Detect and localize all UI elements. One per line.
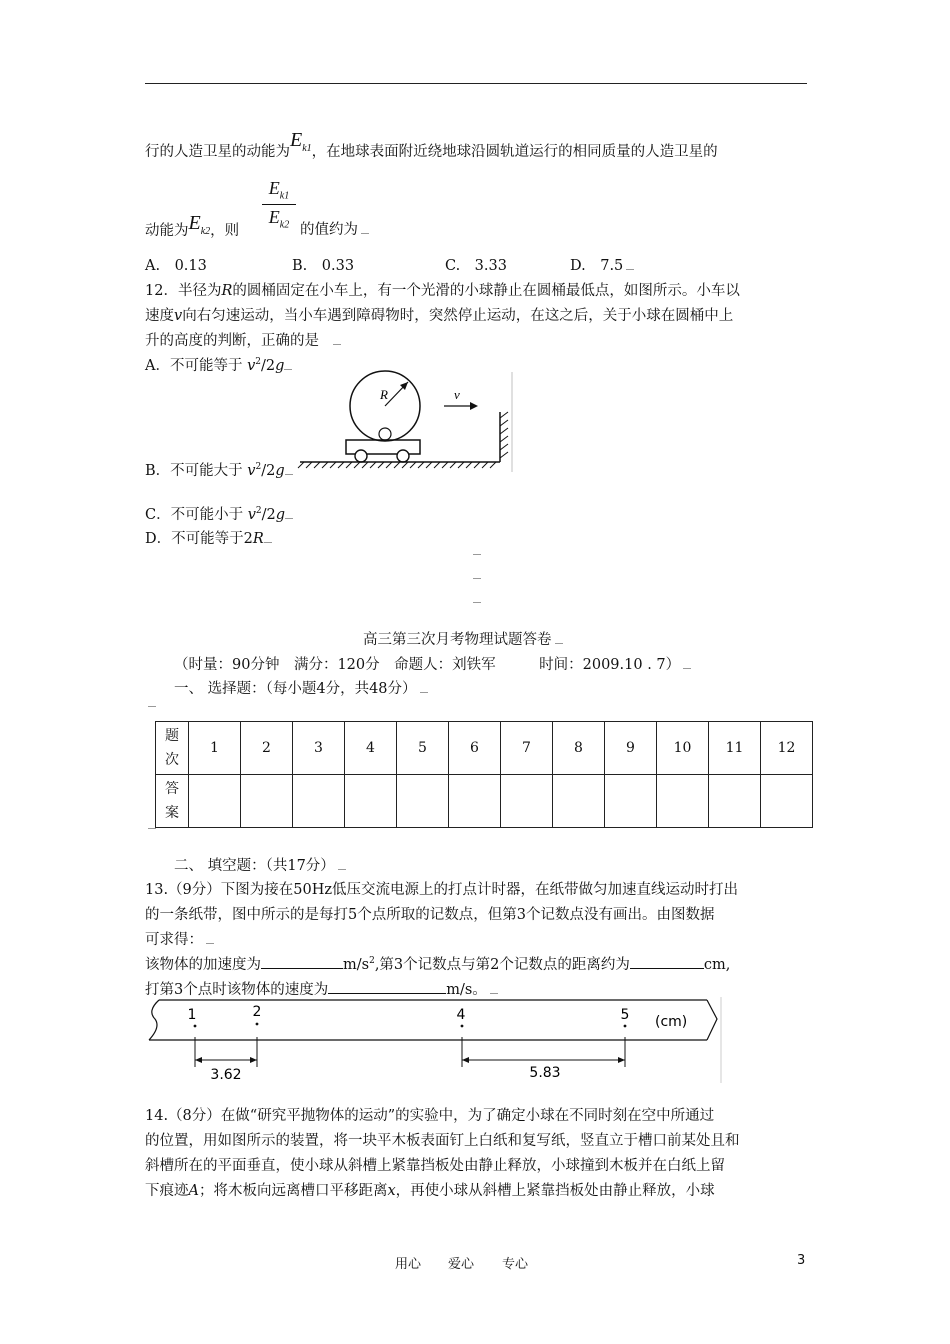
question-number-cell: 8: [553, 722, 605, 775]
question-number-cell: 10: [657, 722, 709, 775]
answer-cell[interactable]: [761, 775, 813, 828]
tape-dot: [624, 1025, 627, 1028]
tape-dot: [256, 1023, 259, 1026]
question-number-cell: 6: [449, 722, 501, 775]
header-rule: [145, 83, 807, 84]
q13-line1: 13.（9分）下图为接在50Hz低压交流电源上的打点计时器，在纸带做匀加速直线运动时打出: [145, 882, 739, 898]
q13-line5: 打第3个点时该物体的速度为 m/s。: [145, 978, 498, 999]
para-mark: [473, 548, 481, 555]
page-number: 3: [797, 1253, 806, 1268]
q14-line1: 14.（8分）在做“研究平抛物体的运动”的实验中，为了确定小球在不同时刻在空中所通过: [145, 1108, 715, 1124]
tape-dot: [461, 1025, 464, 1028]
tape-unit: (cm): [655, 1014, 688, 1030]
q13-line3: 可求得：: [145, 928, 214, 949]
question-number-cell: 4: [345, 722, 397, 775]
ek2-symbol: $E_{k2}$: [188, 212, 211, 237]
distance-label-1: 3.62: [210, 1067, 242, 1083]
q11-option-b: B. 0.33: [292, 258, 355, 274]
question-number-cell: 2: [241, 722, 293, 775]
q12-option-c: C．不可能小于 $v^2/2g$: [145, 503, 293, 524]
row-head-answer: 答 案: [156, 775, 189, 828]
figure-v-label: v: [454, 387, 460, 402]
answer-cell[interactable]: [241, 775, 293, 828]
q11-line1: 行的人造卫星的动能为$E_{k1}$，在地球表面附近绕地球沿圆轨道运行的相同质量的人造卫星的: [145, 129, 718, 160]
answer-table: [155, 721, 813, 828]
q12-option-b: B．不可能大于 $v^2/2g$: [145, 459, 293, 480]
q12-option-a: A．不可能等于 $v^2/2g$: [145, 354, 292, 375]
q13-line2: 的一条纸带，图中所示的是每打5个点所取的记数点，但第3个记数点没有画出。由图数据: [145, 907, 715, 923]
para-mark: [473, 596, 481, 603]
answer-cell[interactable]: [397, 775, 449, 828]
q11-option-c: C. 3.33: [445, 258, 507, 274]
q12-line2: 速度v向右匀速运动，当小车遇到障碍物时，突然停止运动，在这之后，关于小球在圆桶中上: [145, 308, 734, 324]
table-row: [156, 775, 813, 828]
answer-cell[interactable]: [293, 775, 345, 828]
question-number-cell: 9: [605, 722, 657, 775]
tape-point-5: 5: [620, 1007, 630, 1023]
tape-dot: [194, 1025, 197, 1028]
answer-cell[interactable]: [553, 775, 605, 828]
q14-line3: 斜槽所在的平面垂直，使小球从斜槽上紧靠挡板处由静止释放，小球撞到木板并在白纸上留: [145, 1158, 725, 1174]
distance-label-2: 5.83: [529, 1065, 561, 1081]
row-head-question-no: 题 次: [156, 722, 189, 775]
answer-cell[interactable]: [709, 775, 761, 828]
q11-line2-end: 的值约为: [300, 218, 369, 239]
question-number-cell: 1: [189, 722, 241, 775]
section-2-heading: 二、 填空题：（共17分）: [174, 854, 346, 875]
footer-slogan-1: 用心: [395, 1257, 422, 1272]
tape-point-2: 2: [252, 1004, 262, 1020]
table-row: [156, 722, 813, 775]
q12-line1: 12．半径为R的圆桶固定在小车上，有一个光滑的小球静止在圆桶最低点，如图所示。小车以: [145, 283, 740, 299]
answer-sheet-info: （时量：90分钟 满分：120分 命题人：刘铁军 时间：2009.10 . 7）: [174, 653, 691, 674]
ek-fraction: $E_{k1}$ $E_{k2}$: [262, 178, 296, 230]
figure-r-label: R: [380, 387, 388, 402]
para-mark: [148, 822, 156, 829]
footer-slogan-3: 专心: [502, 1257, 529, 1272]
distance-blank[interactable]: [630, 954, 704, 969]
answer-cell[interactable]: [189, 775, 241, 828]
q14-line4: 下痕迹A；将木板向远离槽口平移距离x，再使小球从斜槽上紧靠挡板处由静止释放，小球: [145, 1183, 715, 1199]
q11-option-a: A. 0.13: [145, 258, 207, 274]
answer-cell[interactable]: [345, 775, 397, 828]
question-number-cell: 5: [397, 722, 449, 775]
section-1-heading: 一、 选择题：（每小题4分，共48分）: [174, 677, 428, 698]
ek1-symbol: $E_{k1}$: [290, 129, 312, 154]
q14-line2: 的位置，用如图所示的装置，将一块平木板表面钉上白纸和复写纸，竖直立于槽口前某处且和: [145, 1133, 740, 1149]
answer-sheet-title: 高三第三次月考物理试题答卷: [363, 628, 563, 649]
cart-cylinder-figure: [296, 368, 516, 476]
paper-tape-figure: [145, 997, 730, 1085]
question-number-cell: 11: [709, 722, 761, 775]
q12-line3: 升的高度的判断，正确的是: [145, 329, 341, 350]
answer-cell[interactable]: [449, 775, 501, 828]
q13-line4: 该物体的加速度为 $m/s^2$,第3个记数点与第2个记数点的距离约为 cm,: [145, 953, 730, 974]
q11-line2: 动能为$E_{k2}$，则: [145, 212, 240, 239]
q12-option-d: D．不可能等于2R: [145, 527, 272, 548]
question-number-cell: 12: [761, 722, 813, 775]
question-number-cell: 3: [293, 722, 345, 775]
para-mark: [473, 572, 481, 579]
acceleration-blank[interactable]: [261, 954, 343, 969]
answer-cell[interactable]: [605, 775, 657, 828]
velocity-blank[interactable]: [328, 979, 446, 994]
tape-point-1: 1: [187, 1007, 197, 1023]
para-mark: [148, 700, 156, 707]
q11-option-d: D. 7.5: [570, 254, 634, 275]
footer-slogan-2: 爱心: [448, 1257, 475, 1272]
tape-point-4: 4: [456, 1007, 466, 1023]
answer-cell[interactable]: [657, 775, 709, 828]
answer-cell[interactable]: [501, 775, 553, 828]
question-number-cell: 7: [501, 722, 553, 775]
